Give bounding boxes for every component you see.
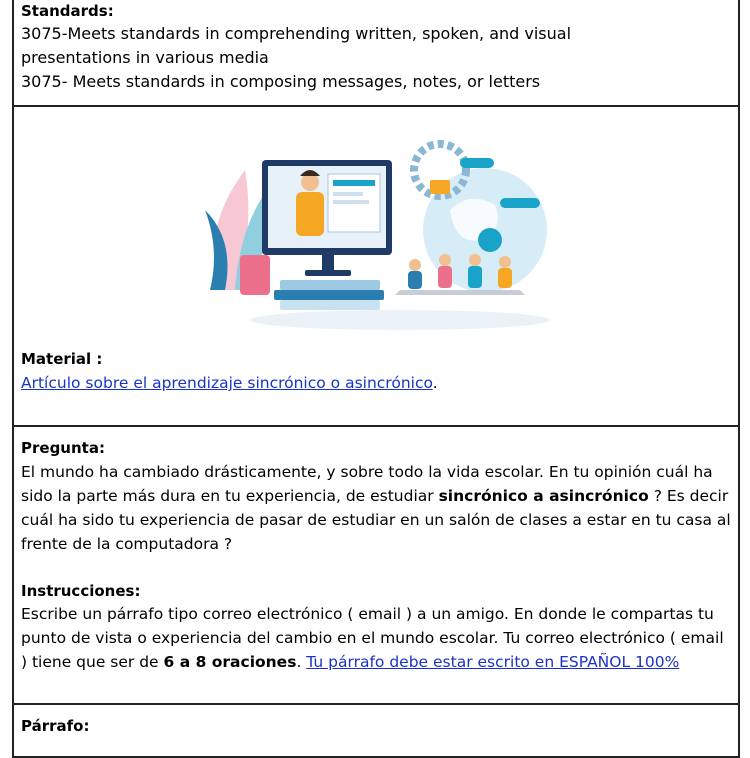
instrucciones-text-end: . — [296, 653, 307, 671]
standards-line: 3075- Meets standards in composing messages, notes, or letters — [21, 72, 541, 91]
standards-line: presentations in various media — [21, 48, 269, 67]
pregunta-heading: Pregunta: — [21, 439, 105, 457]
parrafo-heading: Párrafo: — [21, 717, 90, 735]
pregunta-section — [21, 436, 733, 556]
material-heading: Material : — [21, 350, 103, 368]
instrucciones-section — [21, 580, 733, 674]
parrafo-section — [21, 714, 733, 738]
standards-line: 3075-Meets standards in comprehending written, spoken, and visual — [21, 24, 572, 43]
instrucciones-heading: Instrucciones: — [21, 582, 141, 600]
online-learning-illustration — [200, 140, 550, 330]
row-divider — [12, 425, 740, 427]
pregunta-text — [21, 460, 733, 556]
standards-section — [21, 0, 733, 94]
row-divider — [12, 105, 740, 107]
standards-heading: Standards: — [21, 2, 114, 20]
instrucciones-bold-phrase: 6 a 8 oraciones — [163, 653, 297, 671]
row-divider — [12, 703, 740, 705]
material-section — [21, 347, 733, 395]
instrucciones-text-start: Escribe un párrafo tipo correo electrónico ( email ) a un amigo. En donde le compartas tu punto de vista o experiencia del cambio en el mundo escolar. Tu correo electrónico ( email ) tiene que ser de — [21, 605, 724, 671]
instrucciones-text — [21, 602, 733, 674]
pregunta-text-start: El mundo ha cambiado drásticamente, y sobre todo la vida escolar. En tu opinión cuál ha sido la parte más dura en tu experiencia, de estudiar — [21, 463, 713, 505]
pregunta-bold-phrase: sincrónico a asincrónico — [438, 487, 649, 505]
article-link[interactable]: Artículo sobre el aprendizaje sincrónico o asincrónico — [21, 374, 433, 392]
pregunta-text-end: ? Es decir cuál ha sido tu experiencia de pasar de estudiar en un salón de clases a estar en tu casa al frente de la computadora ? — [21, 487, 731, 553]
spanish-requirement-link[interactable]: Tu párrafo debe estar escrito en ESPAÑOL 100% — [306, 653, 680, 671]
material-period: . — [432, 374, 438, 392]
material-line — [21, 371, 733, 395]
